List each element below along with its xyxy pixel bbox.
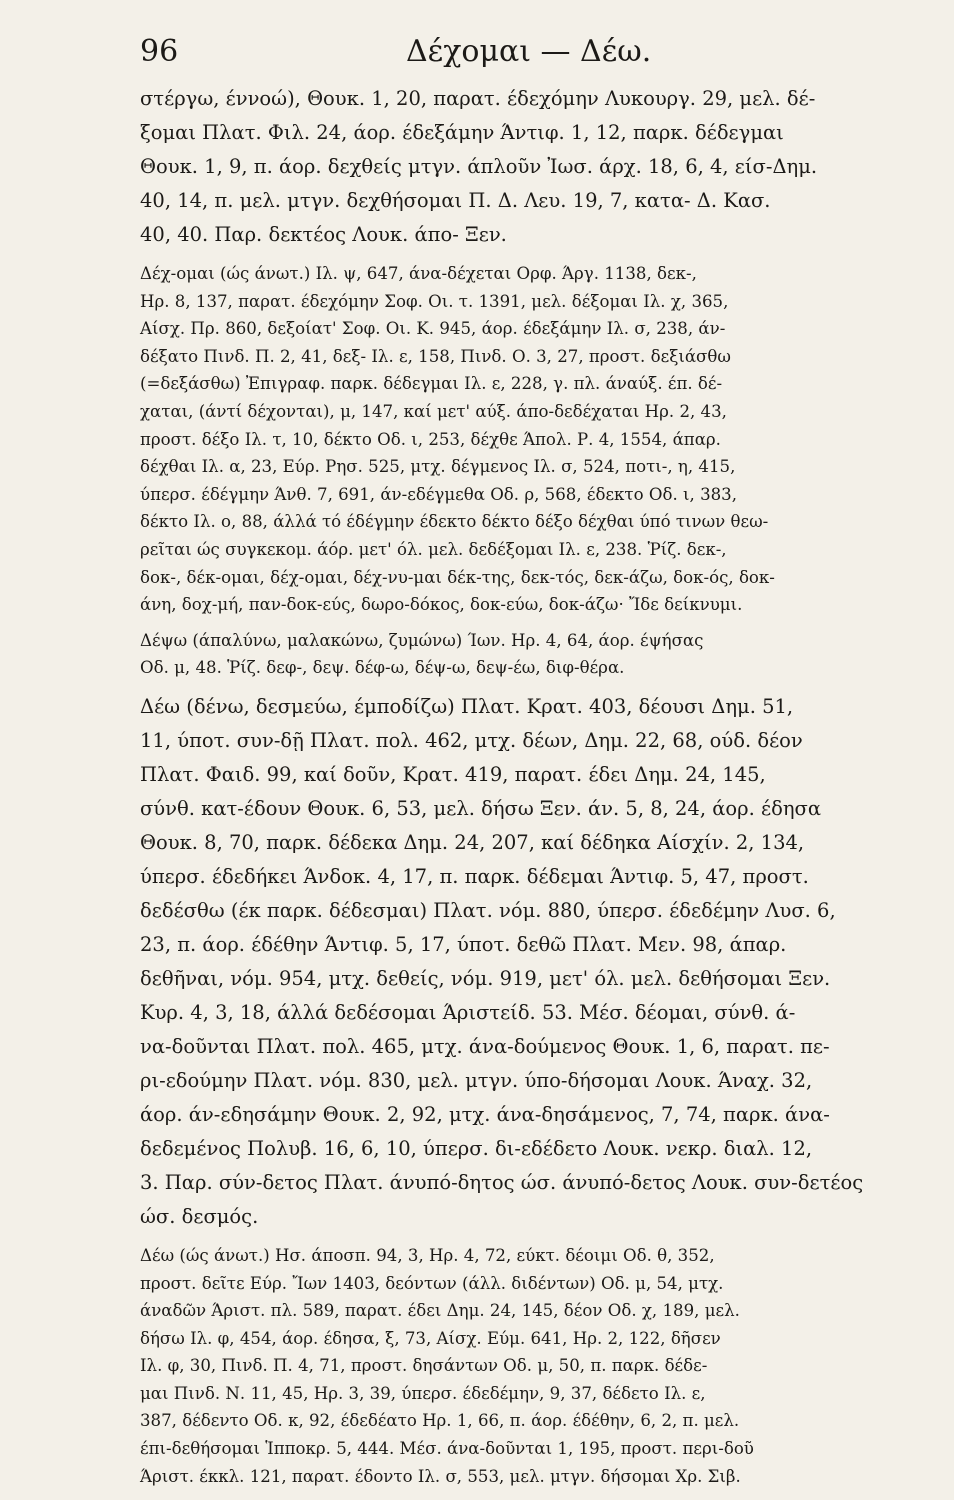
- text-line: δέχθαι Ιλ. α, 23, Εύρ. Ρησ. 525, μτχ. δέγμενος Ιλ. σ, 524, ποτι-, η, 415,: [140, 457, 736, 477]
- text-line: σύνθ. κατ-έδουν Θουκ. 6, 53, μελ. δήσω Ξεν. άν. 5, 8, 24, άορ. έδησα: [140, 796, 822, 820]
- entry-text: [140, 82, 884, 1490]
- text-line: 387, δέδεντο Οδ. κ, 92, έδεδέατο Ηρ. 1, 66, π. άορ. έδέθην, 6, 2, π. μελ.: [140, 1411, 740, 1431]
- text-line: δεδεμένος Πολυβ. 16, 6, 10, ύπερσ. δι-εδέδετο Λουκ. νεκρ. διαλ. 12,: [140, 1136, 813, 1160]
- text-line: Δέω (δένω, δεσμεύω, έμποδίζω) Πλατ. Κρατ. 403, δέουσι Δημ. 51,: [140, 694, 794, 718]
- text-line: δοκ-, δέκ-ομαι, δέχ-ομαι, δέχ-νυ-μαι δέκ-της, δεκ-τός, δεκ-άζω, δοκ-ός, δοκ-: [140, 567, 775, 587]
- text-line: ρεῖται ώς συγκεκομ. άόρ. μετ' όλ. μελ. δεδέξομαι Ιλ. ε, 238. Ῥίζ. δεκ-,: [140, 539, 727, 559]
- text-line: 40, 14, π. μελ. μτγν. δεχθήσομαι Π. Δ. Λευ. 19, 7, κατα- Δ. Κασ.: [140, 189, 771, 212]
- text-line: Αίσχ. Πρ. 860, δεξοίατ' Σοφ. Οι. Κ. 945, άορ. έδεξάμην Ιλ. σ, 238, άν-: [140, 319, 726, 339]
- text-line: Θουκ. 8, 70, παρκ. δέδεκα Δημ. 24, 207, καί δέδηκα Αίσχίν. 2, 134,: [140, 830, 805, 854]
- text-line: 11, ύποτ. συν-δῇ Πλατ. πολ. 462, μτχ. δέων, Δημ. 22, 68, ούδ. δέον: [140, 728, 803, 752]
- text-line: έπι-δεθήσομαι Ἱπποκρ. 5, 444. Μέσ. άνα-δοῦνται 1, 195, προστ. περι-δοῦ: [140, 1439, 754, 1459]
- text-line: ρι-εδούμην Πλατ. νόμ. 830, μελ. μτγν. ύπο-δήσομαι Λουκ. Άναχ. 32,: [140, 1068, 813, 1092]
- text-line: ώσ. δεσμός.: [140, 1204, 259, 1228]
- text-line: χαται, (άντί δέχονται), μ, 147, καί μετ' αύξ. άπο-δεδέχαται Ηρ. 2, 43,: [140, 401, 727, 421]
- text-line: προστ. δέξο Ιλ. τ, 10, δέκτο Οδ. ι, 253, δέχθε Άπολ. Ρ. 4, 1554, άπαρ.: [140, 429, 721, 449]
- text-line: ύπερσ. έδεδήκει Άνδοκ. 4, 17, π. παρκ. δέδεμαι Άντιφ. 5, 47, προστ.: [140, 864, 809, 888]
- text-line: δεδέσθω (έκ παρκ. δέδεσμαι) Πλατ. νόμ. 880, ύπερσ. έδεδέμην Λυσ. 6,: [140, 898, 836, 922]
- entry-block: [140, 260, 884, 619]
- running-title: Δέχομαι — Δέω.: [406, 34, 652, 69]
- text-line: άνη, δοχ-μή, παν-δοκ-εύς, δωρο-δόκος, δοκ-εύω, δοκ-άζω· Ἴδε δείκνυμι.: [140, 595, 743, 615]
- text-line: δέξατο Πινδ. Π. 2, 41, δεξ- Ιλ. ε, 158, Πινδ. Ο. 3, 27, προστ. δεξιάσθω: [140, 346, 731, 366]
- entry-block: [140, 690, 884, 1234]
- text-line: Άριστ. έκκλ. 121, παρατ. έδοντο Ιλ. σ, 553, μελ. μτγν. δήσομαι Χρ. Σιβ.: [140, 1466, 741, 1486]
- page-header: [140, 20, 884, 80]
- text-line: (=δεξάσθω) Ἐπιγραφ. παρκ. δέδεγμαι Ιλ. ε, 228, γ. πλ. άναύξ. έπ. δέ-: [140, 374, 723, 394]
- text-line: 3. Παρ. σύν-δετος Πλατ. άνυπό-δητος ώσ. άνυπό-δετος Λουκ. συν-δετέος: [140, 1170, 864, 1194]
- text-line: δέκτο Ιλ. ο, 88, άλλά τό έδέγμην έδεκτο δέκτο δέξο δέχθαι ύπό τινων θεω-: [140, 512, 769, 532]
- entry-block: [140, 82, 884, 252]
- text-line: δεθῆναι, νόμ. 954, μτχ. δεθείς, νόμ. 919, μετ' όλ. μελ. δεθήσομαι Ξεν.: [140, 966, 831, 990]
- text-line: Δέχ-ομαι (ώς άνωτ.) Ιλ. ψ, 647, άνα-δέχεται Ορφ. Άργ. 1138, δεκ-,: [140, 264, 697, 283]
- text-line: δήσω Ιλ. φ, 454, άορ. έδησα, ξ, 73, Αίσχ. Εύμ. 641, Ηρ. 2, 122, δῆσεν: [140, 1328, 721, 1348]
- entry-block: [140, 627, 884, 682]
- text-line: Δέψω (άπαλύνω, μαλακώνω, ζυμώνω) Ίων. Ηρ. 4, 64, άορ. έψήσας: [140, 630, 704, 650]
- text-line: Κυρ. 4, 3, 18, άλλά δεδέσομαι Άριστείδ. 53. Μέσ. δέομαι, σύνθ. ά-: [140, 1000, 796, 1024]
- text-line: άορ. άν-εδησάμην Θουκ. 2, 92, μτχ. άνα-δησάμενος, 7, 74, παρκ. άνα-: [140, 1102, 830, 1126]
- text-line: να-δοῦνται Πλατ. πολ. 465, μτχ. άνα-δούμενος Θουκ. 1, 6, παρατ. πε-: [140, 1034, 830, 1058]
- text-line: ξομαι Πλατ. Φιλ. 24, άορ. έδεξάμην Άντιφ. 1, 12, παρκ. δέδεγμαι: [140, 121, 784, 144]
- page-number: 96: [140, 34, 179, 69]
- text-line: Ιλ. φ, 30, Πινδ. Π. 4, 71, προστ. δησάντων Οδ. μ, 50, π. παρκ. δέδε-: [140, 1356, 708, 1376]
- text-line: Ηρ. 8, 137, παρατ. έδεχόμην Σοφ. Οι. τ. 1391, μελ. δέξομαι Ιλ. χ, 365,: [140, 291, 729, 311]
- text-line: Θουκ. 1, 9, π. άορ. δεχθείς μτγν. άπλοῦν Ἰωσ. άρχ. 18, 6, 4, είσ-Δημ.: [140, 155, 818, 178]
- text-line: άναδῶν Άριστ. πλ. 589, παρατ. έδει Δημ. 24, 145, δέον Οδ. χ, 189, μελ.: [140, 1301, 740, 1321]
- text-line: Δέω (ώς άνωτ.) Ησ. άποσπ. 94, 3, Ηρ. 4, 72, εύκτ. δέοιμι Οδ. θ, 352,: [140, 1245, 715, 1265]
- text-line: ύπερσ. έδέγμην Άνθ. 7, 691, άν-εδέγμεθα Οδ. ρ, 568, έδεκτο Οδ. ι, 383,: [140, 484, 738, 504]
- text-line: 40, 40. Παρ. δεκτέος Λουκ. άπο- Ξεν.: [140, 223, 507, 246]
- text-line: προστ. δεῖτε Εύρ. Ἴων 1403, δεόντων (άλλ. διδέντων) Οδ. μ, 54, μτχ.: [140, 1273, 724, 1293]
- text-line: μαι Πινδ. Ν. 11, 45, Ηρ. 3, 39, ύπερσ. έδεδέμην, 9, 37, δέδετο Ιλ. ε,: [140, 1383, 706, 1403]
- text-line: Οδ. μ, 48. Ῥίζ. δεφ-, δεψ. δέφ-ω, δέψ-ω, δεψ-έω, διφ-θέρα.: [140, 658, 625, 678]
- text-line: στέργω, έννοώ), Θουκ. 1, 20, παρατ. έδεχόμην Λυκουργ. 29, μελ. δέ-: [140, 87, 816, 110]
- text-line: 23, π. άορ. έδέθην Άντιφ. 5, 17, ύποτ. δεθῶ Πλατ. Μεν. 98, άπαρ.: [140, 932, 787, 956]
- text-line: Πλατ. Φαιδ. 99, καί δοῦν, Κρατ. 419, παρατ. έδει Δημ. 24, 145,: [140, 762, 766, 786]
- entry-block: [140, 1242, 884, 1490]
